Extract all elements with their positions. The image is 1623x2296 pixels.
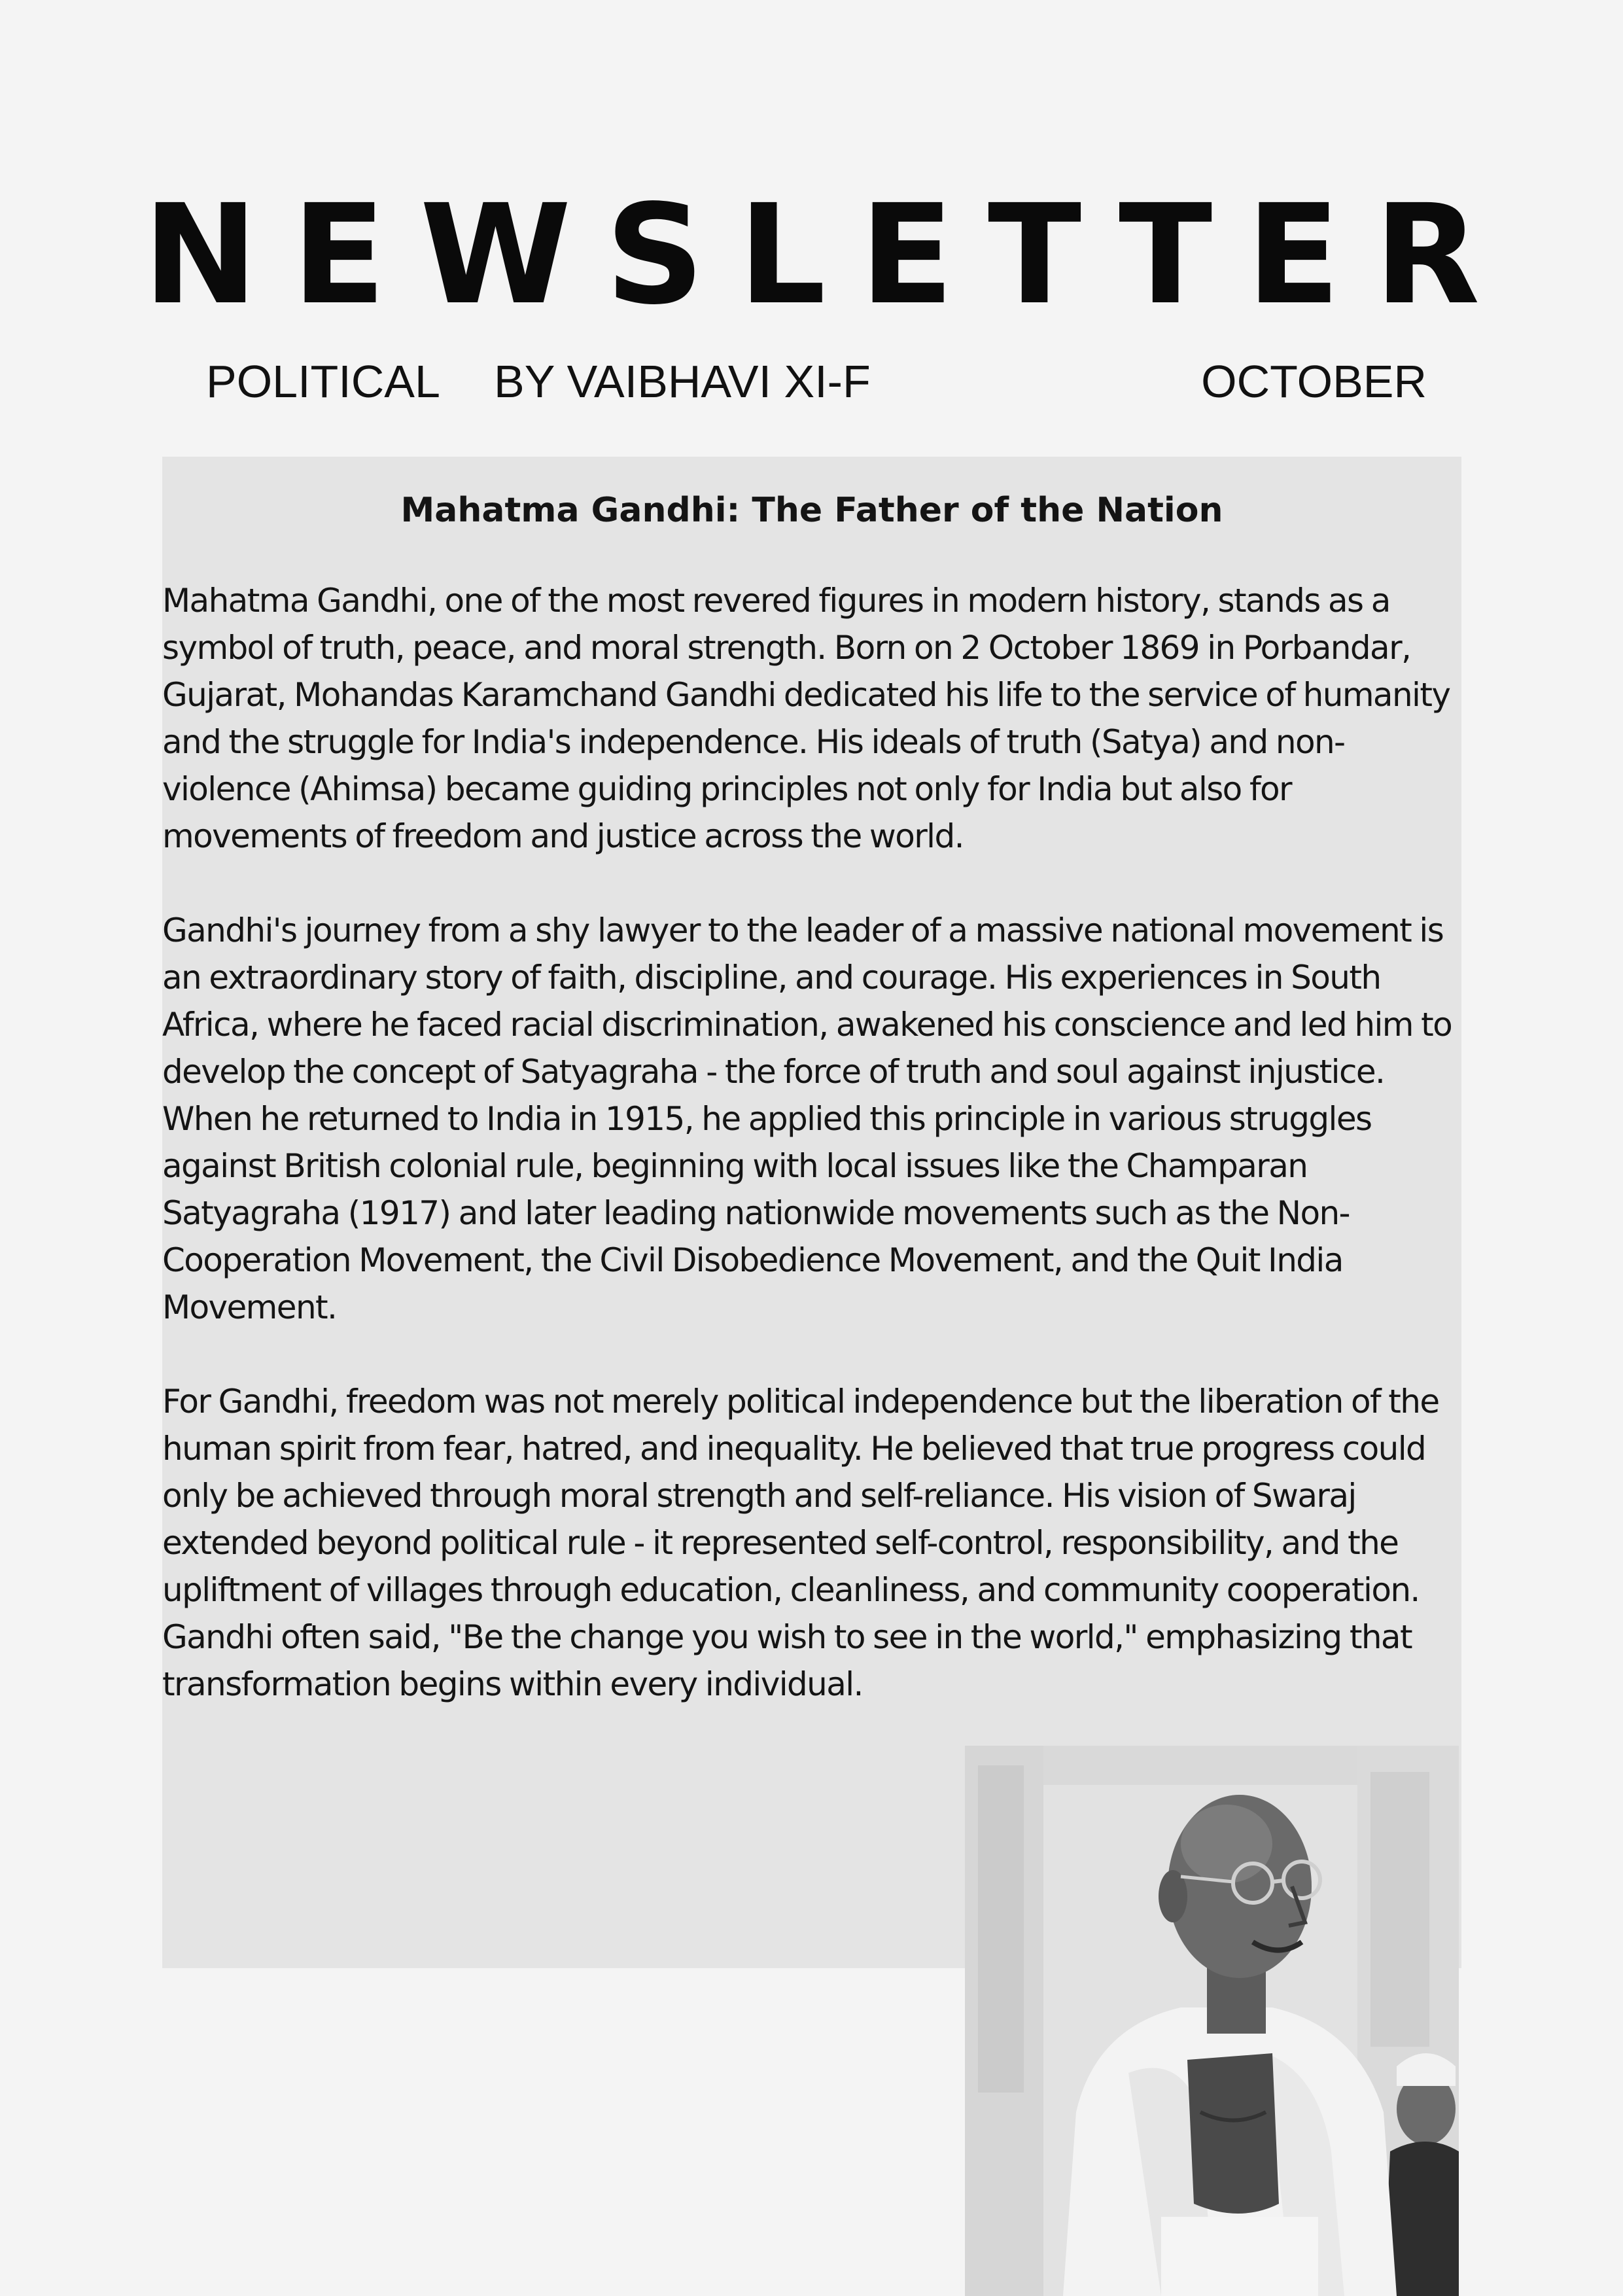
author-label: BY VAIBHAVI XI-F bbox=[494, 356, 871, 407]
article-paragraph: Gandhi's journey from a shy lawyer to the leader of a massive national movement is an extraordinary story of faith, discipline, and courage. His experiences in South Africa, where he faced racial discrimination, awakened his conscience and led him to develop the concept of Satyagraha - the force of truth and soul against injustice. When he returned to India in 1915, he applied this principle in various struggles against British colonial rule, beginning with local issues like the Champaran Satyagraha (1917) and later leading nationwide movements such as the Non-Cooperation Movement, the Civil Disobedience Movement, and the Quit India Movement. bbox=[162, 911, 1452, 1326]
portrait-photo bbox=[965, 1746, 1459, 2296]
newsletter-masthead: NEWSLETTER bbox=[143, 175, 1514, 335]
portrait-illustration bbox=[965, 1746, 1459, 2296]
category-label: POLITICAL bbox=[206, 356, 440, 407]
article bbox=[162, 484, 1471, 1755]
article-title: Mahatma Gandhi: The Father of the Nation bbox=[400, 491, 1223, 530]
article-paragraph: Mahatma Gandhi, one of the most revered figures in modern history, stands as a symbol of truth, peace, and moral strength. Born on 2 October 1869 in Porbandar, Gujarat, Mohandas Karamchand Gandhi dedicated his life to the service of humanity and the struggle for India's independence. His ideals of truth (Satya) and non-violence (Ahimsa) became guiding principles not only for India but also for movements of freedom and justice across the world. bbox=[162, 582, 1450, 855]
month-label: OCTOBER bbox=[1201, 356, 1427, 407]
article-paragraph: For Gandhi, freedom was not merely political independence but the liberation of the human spirit from fear, hatred, and inequality. He believed that true progress could only be achieved through moral strength and self-reliance. His vision of Swaraj extended beyond political rule - it represented self-control, responsibility, and the upliftment of villages through education, cleanliness, and community cooperation. Gandhi often said, "Be the change you wish to see in the world," emphasizing that transformation begins within every individual. bbox=[162, 1383, 1439, 1703]
